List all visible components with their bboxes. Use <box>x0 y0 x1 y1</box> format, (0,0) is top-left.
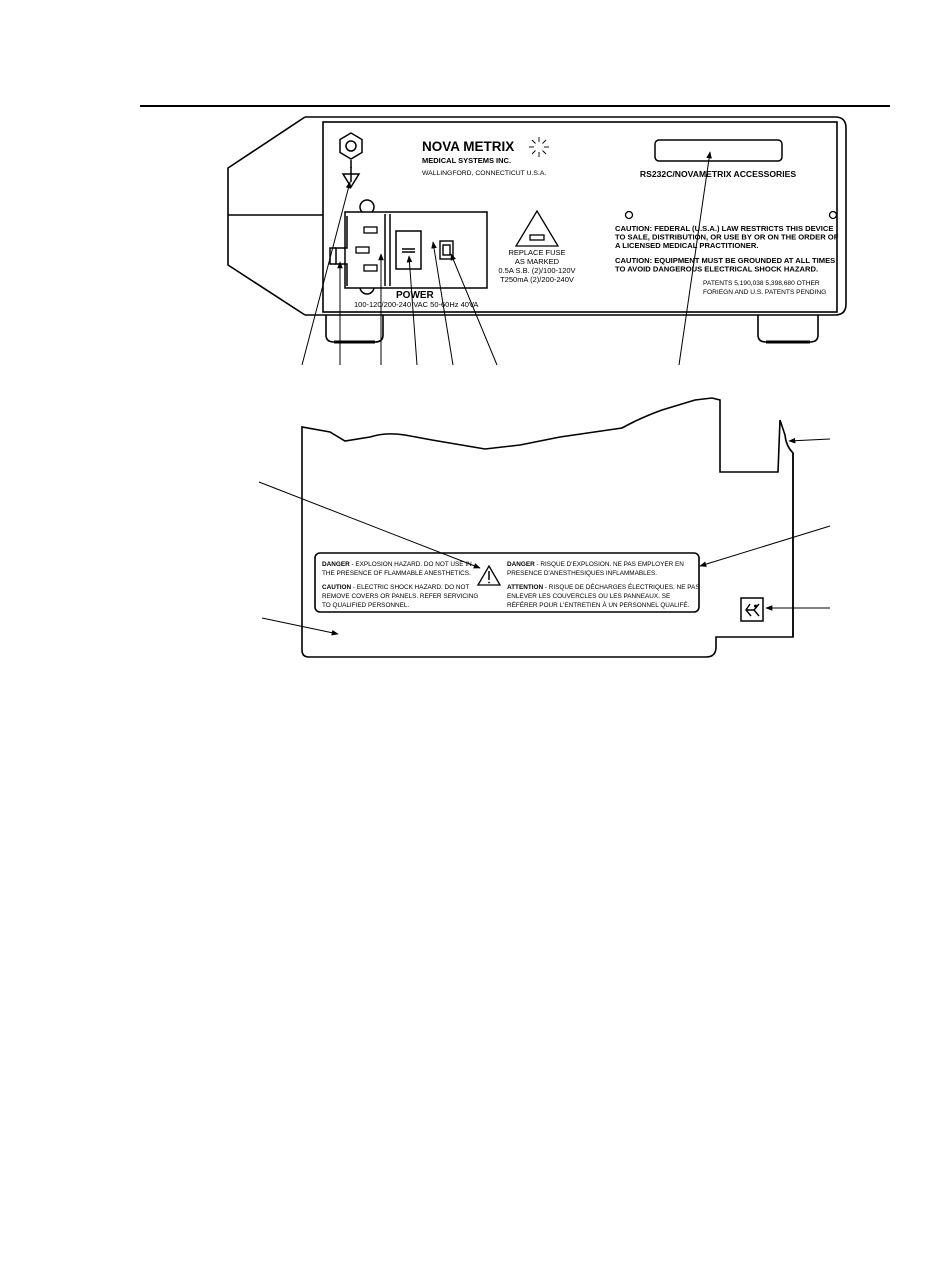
svg-text:T250mA (2)/200-240V: T250mA (2)/200-240V <box>500 275 574 284</box>
svg-text:DANGER - EXPLOSION HAZARD. DO: DANGER - EXPLOSION HAZARD. DO NOT USE IN <box>322 561 472 568</box>
svg-text:FORIEGN AND U.S. PATENTS PENDI: FORIEGN AND U.S. PATENTS PENDING <box>703 289 827 296</box>
fuse-warning-icon <box>516 211 558 246</box>
mount-hole-left <box>626 212 633 219</box>
brand-subtitle: MEDICAL SYSTEMS INC. <box>422 156 512 165</box>
svg-text:REPLACE FUSE: REPLACE FUSE <box>508 248 566 257</box>
rs232-port-label: RS232C/NOVAMETRIX ACCESSORIES <box>639 169 797 179</box>
power-rating: 100-120/200-240 VAC 50-60Hz 40VA <box>354 300 479 309</box>
rs232-port <box>655 140 782 161</box>
warning-label-english <box>322 561 478 609</box>
svg-text:THE PRESENCE OF FLAMMABLE ANES: THE PRESENCE OF FLAMMABLE ANESTHETICS. <box>322 570 471 577</box>
svg-text:TO QUALIFIED PERSONNEL.: TO QUALIFIED PERSONNEL. <box>322 602 410 609</box>
brand-logo-icon <box>529 137 549 157</box>
patents-notice <box>703 280 826 296</box>
brand-location: WALLINGFORD, CONNECTICUT U.S.A. <box>422 170 547 177</box>
fuse-label <box>498 248 575 284</box>
svg-text:PATENTS 5,190,038 5,398,680 OT: PATENTS 5,190,038 5,398,680 OTHER <box>703 280 820 287</box>
svg-text:TO AVOID DANGEROUS ELECTRICAL: TO AVOID DANGEROUS ELECTRICAL SHOCK HAZARD. <box>615 264 819 274</box>
equipotential-ground-icon <box>340 133 362 187</box>
power-entry-module <box>330 200 487 294</box>
warning-triangle-icon <box>478 566 500 585</box>
svg-text:CAUTION - ELECTRIC SHOCK HAZAR: CAUTION - ELECTRIC SHOCK HAZARD. DO NOT <box>322 584 470 591</box>
svg-text:0.5A S.B. (2)/100-120V: 0.5A S.B. (2)/100-120V <box>498 266 576 275</box>
svg-text:AS MARKED: AS MARKED <box>514 257 560 266</box>
svg-text:TO SALE, DISTRIBUTION, OR USE: TO SALE, DISTRIBUTION, OR USE BY OR ON THE ORDER OF <box>615 232 839 242</box>
power-title: POWER <box>396 290 434 301</box>
svg-text:CAUTION: FEDERAL (U.S.A.) LAW: CAUTION: FEDERAL (U.S.A.) LAW RESTRICTS THIS DEVICE <box>615 224 834 233</box>
svg-text:RÉFÉRER POUR L'ENTRETIEN À UN: RÉFÉRER POUR L'ENTRETIEN À UN PERSONNEL QUALIFÉ. <box>507 602 690 609</box>
type-bf-symbol-icon <box>741 598 763 621</box>
svg-text:ENLEVER LES COUVERCLES OU LES: ENLEVER LES COUVERCLES OU LES PANNEAUX. SE <box>507 593 671 600</box>
caution-ground <box>615 256 835 274</box>
warning-label-french <box>507 561 700 609</box>
svg-text:CAUTION: EQUIPMENT MUST BE GRO: CAUTION: EQUIPMENT MUST BE GROUNDED AT ALL TIMES <box>615 256 836 265</box>
svg-text:A LICENSED MEDICAL PRACTITIONE: A LICENSED MEDICAL PRACTITIONER. <box>615 241 759 250</box>
svg-text:DANGER - RISQUE D'EXPLOSION. N: DANGER - RISQUE D'EXPLOSION. NE PAS EMPLOYER EN <box>507 561 684 568</box>
mount-hole-right <box>830 212 837 219</box>
svg-text:ATTENTION - RISQUE DE DÉCHARGE: ATTENTION - RISQUE DE DÉCHARGES ÉLECTRIQUES. NE PAS <box>507 584 700 591</box>
caution-federal <box>615 224 839 250</box>
svg-text:PRESENCE D'ANESTHESIQUES INFLA: PRESENCE D'ANESTHESIQUES INFLAMMABLES. <box>507 570 658 577</box>
svg-text:REMOVE COVERS OR PANELS. REFER: REMOVE COVERS OR PANELS. REFER SERVICING <box>322 593 479 600</box>
brand-name: NOVA METRIX <box>422 139 515 154</box>
